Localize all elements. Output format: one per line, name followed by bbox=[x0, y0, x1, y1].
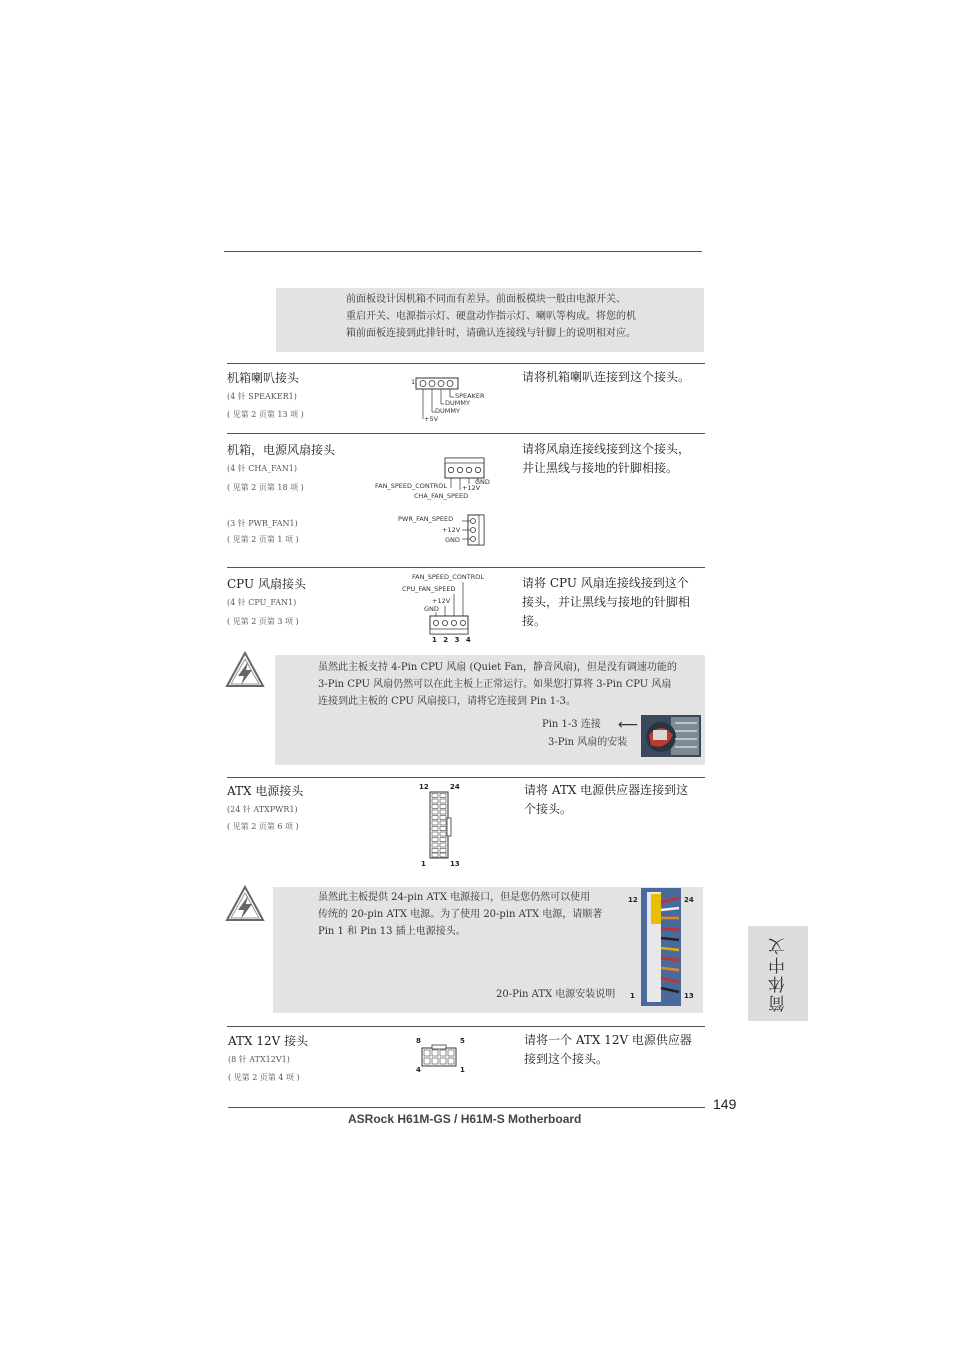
pin-label: 5 bbox=[460, 1037, 465, 1045]
footer-text: ASRock H61M-GS / H61M-S Motherboard bbox=[348, 1112, 582, 1126]
pin-label: 24 bbox=[450, 783, 460, 791]
v12-label: +12V bbox=[442, 526, 461, 534]
gnd-label: GND bbox=[445, 536, 460, 544]
atx-note-text bbox=[318, 889, 628, 940]
pin-label: 1 bbox=[421, 860, 426, 868]
fan-speed-control-label: FAN_SPEED_CONTROL bbox=[375, 482, 447, 490]
atx-power-title: ATX 电源接头 bbox=[227, 784, 304, 798]
atx12v-title: ATX 12V 接头 bbox=[228, 1034, 309, 1048]
gnd-label: GND bbox=[424, 605, 439, 613]
section-rule bbox=[227, 777, 705, 778]
3pin-fan-caption: 3-Pin 风扇的安装 bbox=[548, 737, 628, 748]
speaker-pin1-label: 1 bbox=[411, 378, 416, 386]
atx-power-ref: ( 见第 2 页第 6 项 ) bbox=[227, 822, 299, 831]
section-rule bbox=[227, 433, 705, 434]
pin-label: 1 bbox=[460, 1066, 465, 1074]
v12-label: +12V bbox=[432, 597, 451, 605]
cpu-fan-desc: 请将 CPU 风扇连接线接到这个接头，并让黑线与接地的针脚相接。 bbox=[522, 576, 691, 628]
note-line: 连接到此主板的 CPU 风扇接口，请将它连接到 Pin 1-3。 bbox=[318, 696, 576, 707]
page-number: 149 bbox=[713, 1096, 737, 1112]
atx12v-ref: ( 见第 2 页第 4 项 ) bbox=[228, 1073, 300, 1082]
cpu-fan-pins: (4 针 CPU_FAN1) bbox=[227, 598, 297, 607]
note-line: 传统的 20-pin ATX 电源。为了使用 20-pin ATX 电源，请顺著 bbox=[318, 909, 603, 920]
atx-24pin-connector-diagram bbox=[426, 790, 452, 860]
fan-speed-control-label: FAN_SPEED_CONTROL bbox=[412, 573, 484, 581]
pin-label: 13 bbox=[450, 860, 460, 868]
speaker-title: 机箱喇叭接头 bbox=[227, 371, 300, 385]
note-line: 虽然此主板支持 4-Pin CPU 风扇 (Quiet Fan，静音风扇)，但是没有调速功能的 bbox=[318, 662, 677, 673]
atx-power-desc: 请将 ATX 电源供应器连接到这个接头。 bbox=[524, 783, 689, 816]
section-rule bbox=[227, 567, 705, 568]
intro-text bbox=[346, 291, 696, 342]
pin-label: 12 bbox=[419, 783, 429, 791]
cha-fan-speed-label: CHA_FAN_SPEED bbox=[414, 492, 469, 500]
pin-label: 4 bbox=[416, 1066, 421, 1074]
power-fan-ref: ( 见第 2 页第 1 项 ) bbox=[227, 535, 299, 544]
fan-install-photo bbox=[641, 715, 701, 757]
speaker-ref: ( 见第 2 页第 13 项 ) bbox=[227, 410, 304, 419]
intro-line: 重启开关、电源指示灯、硬盘动作指示灯、喇叭等构成。将您的机 bbox=[346, 311, 636, 322]
section-rule bbox=[227, 363, 705, 364]
v12-label: +12V bbox=[462, 484, 481, 492]
power-fan-header-diagram bbox=[460, 512, 490, 548]
pin-label: 8 bbox=[416, 1037, 421, 1045]
pin-label: 1 bbox=[630, 992, 635, 1000]
cpu-fan-ref: ( 见第 2 页第 3 项 ) bbox=[227, 617, 299, 626]
cpu-fan-header-diagram bbox=[425, 580, 475, 636]
chassis-fan-pins: (4 针 CHA_FAN1) bbox=[227, 464, 298, 473]
warning-triangle-icon bbox=[224, 650, 266, 690]
side-tab-label: 简体中文 bbox=[768, 935, 789, 1012]
intro-line: 箱前面板连接到此排针时，请确认连接线与针脚上的说明相对应。 bbox=[346, 328, 636, 339]
cpu-fan-note-text bbox=[318, 659, 704, 710]
dummy-label: DUMMY bbox=[435, 407, 460, 415]
section-rule bbox=[227, 1026, 705, 1027]
pin-label: 13 bbox=[684, 992, 694, 1000]
atx12v-pins: (8 针 ATX12V1) bbox=[228, 1055, 290, 1064]
atx12v-desc: 请将一个 ATX 12V 电源供应器接到这个接头。 bbox=[524, 1033, 692, 1066]
footer-rule bbox=[228, 1107, 705, 1108]
speaker-label: SPEAKER bbox=[455, 392, 485, 400]
cpu-fan-title: CPU 风扇接头 bbox=[227, 577, 306, 591]
intro-line: 前面板设计因机箱不同而有差异。前面板模块一般由电源开关、 bbox=[346, 294, 626, 305]
note-line: 虽然此主板提供 24-pin ATX 电源接口，但是您仍然可以使用 bbox=[318, 892, 591, 903]
note-line: Pin 1 和 Pin 13 插上电源接头。 bbox=[318, 926, 466, 937]
pin-label: 24 bbox=[684, 896, 694, 904]
warning-triangle-icon bbox=[224, 884, 266, 924]
top-rule bbox=[224, 251, 702, 252]
dummy-label: DUMMY bbox=[445, 399, 470, 407]
chassis-fan-ref: ( 见第 2 页第 18 项 ) bbox=[227, 483, 304, 492]
atx-install-photo bbox=[641, 888, 681, 1006]
note-line: 3-Pin CPU 风扇仍然可以在此主板上正常运行。如果您打算将 3-Pin CPU 风扇 bbox=[318, 679, 672, 690]
pin-numbers: 1 2 3 4 bbox=[432, 636, 473, 644]
chassis-fan-desc: 请将风扇连接线接到这个接头，并让黑线与接地的针脚相接。 bbox=[522, 442, 691, 475]
atx-power-pins: (24 针 ATXPWR1) bbox=[227, 805, 298, 814]
cpu-fan-speed-label: CPU_FAN_SPEED bbox=[402, 585, 456, 593]
power-fan-pins: (3 针 PWR_FAN1) bbox=[227, 519, 298, 528]
pin-label: 12 bbox=[628, 896, 638, 904]
pin13-caption: Pin 1-3 连接 bbox=[542, 719, 601, 730]
speaker-pins: (4 针 SPEAKER1) bbox=[227, 392, 297, 401]
atx12v-connector-diagram bbox=[420, 1044, 460, 1068]
gnd-label: GND bbox=[475, 478, 490, 486]
language-side-tab bbox=[748, 926, 808, 1021]
speaker-desc: 请将机箱喇叭连接到这个接头。 bbox=[522, 370, 691, 384]
left-arrow-icon: ⟵ bbox=[618, 717, 639, 733]
pwr-fan-speed-label: PWR_FAN_SPEED bbox=[398, 515, 454, 523]
v5-label: +5V bbox=[424, 415, 439, 423]
atx-install-caption: 20-Pin ATX 电源安装说明 bbox=[496, 989, 616, 1000]
chassis-fan-title: 机箱，电源风扇接头 bbox=[227, 443, 336, 457]
